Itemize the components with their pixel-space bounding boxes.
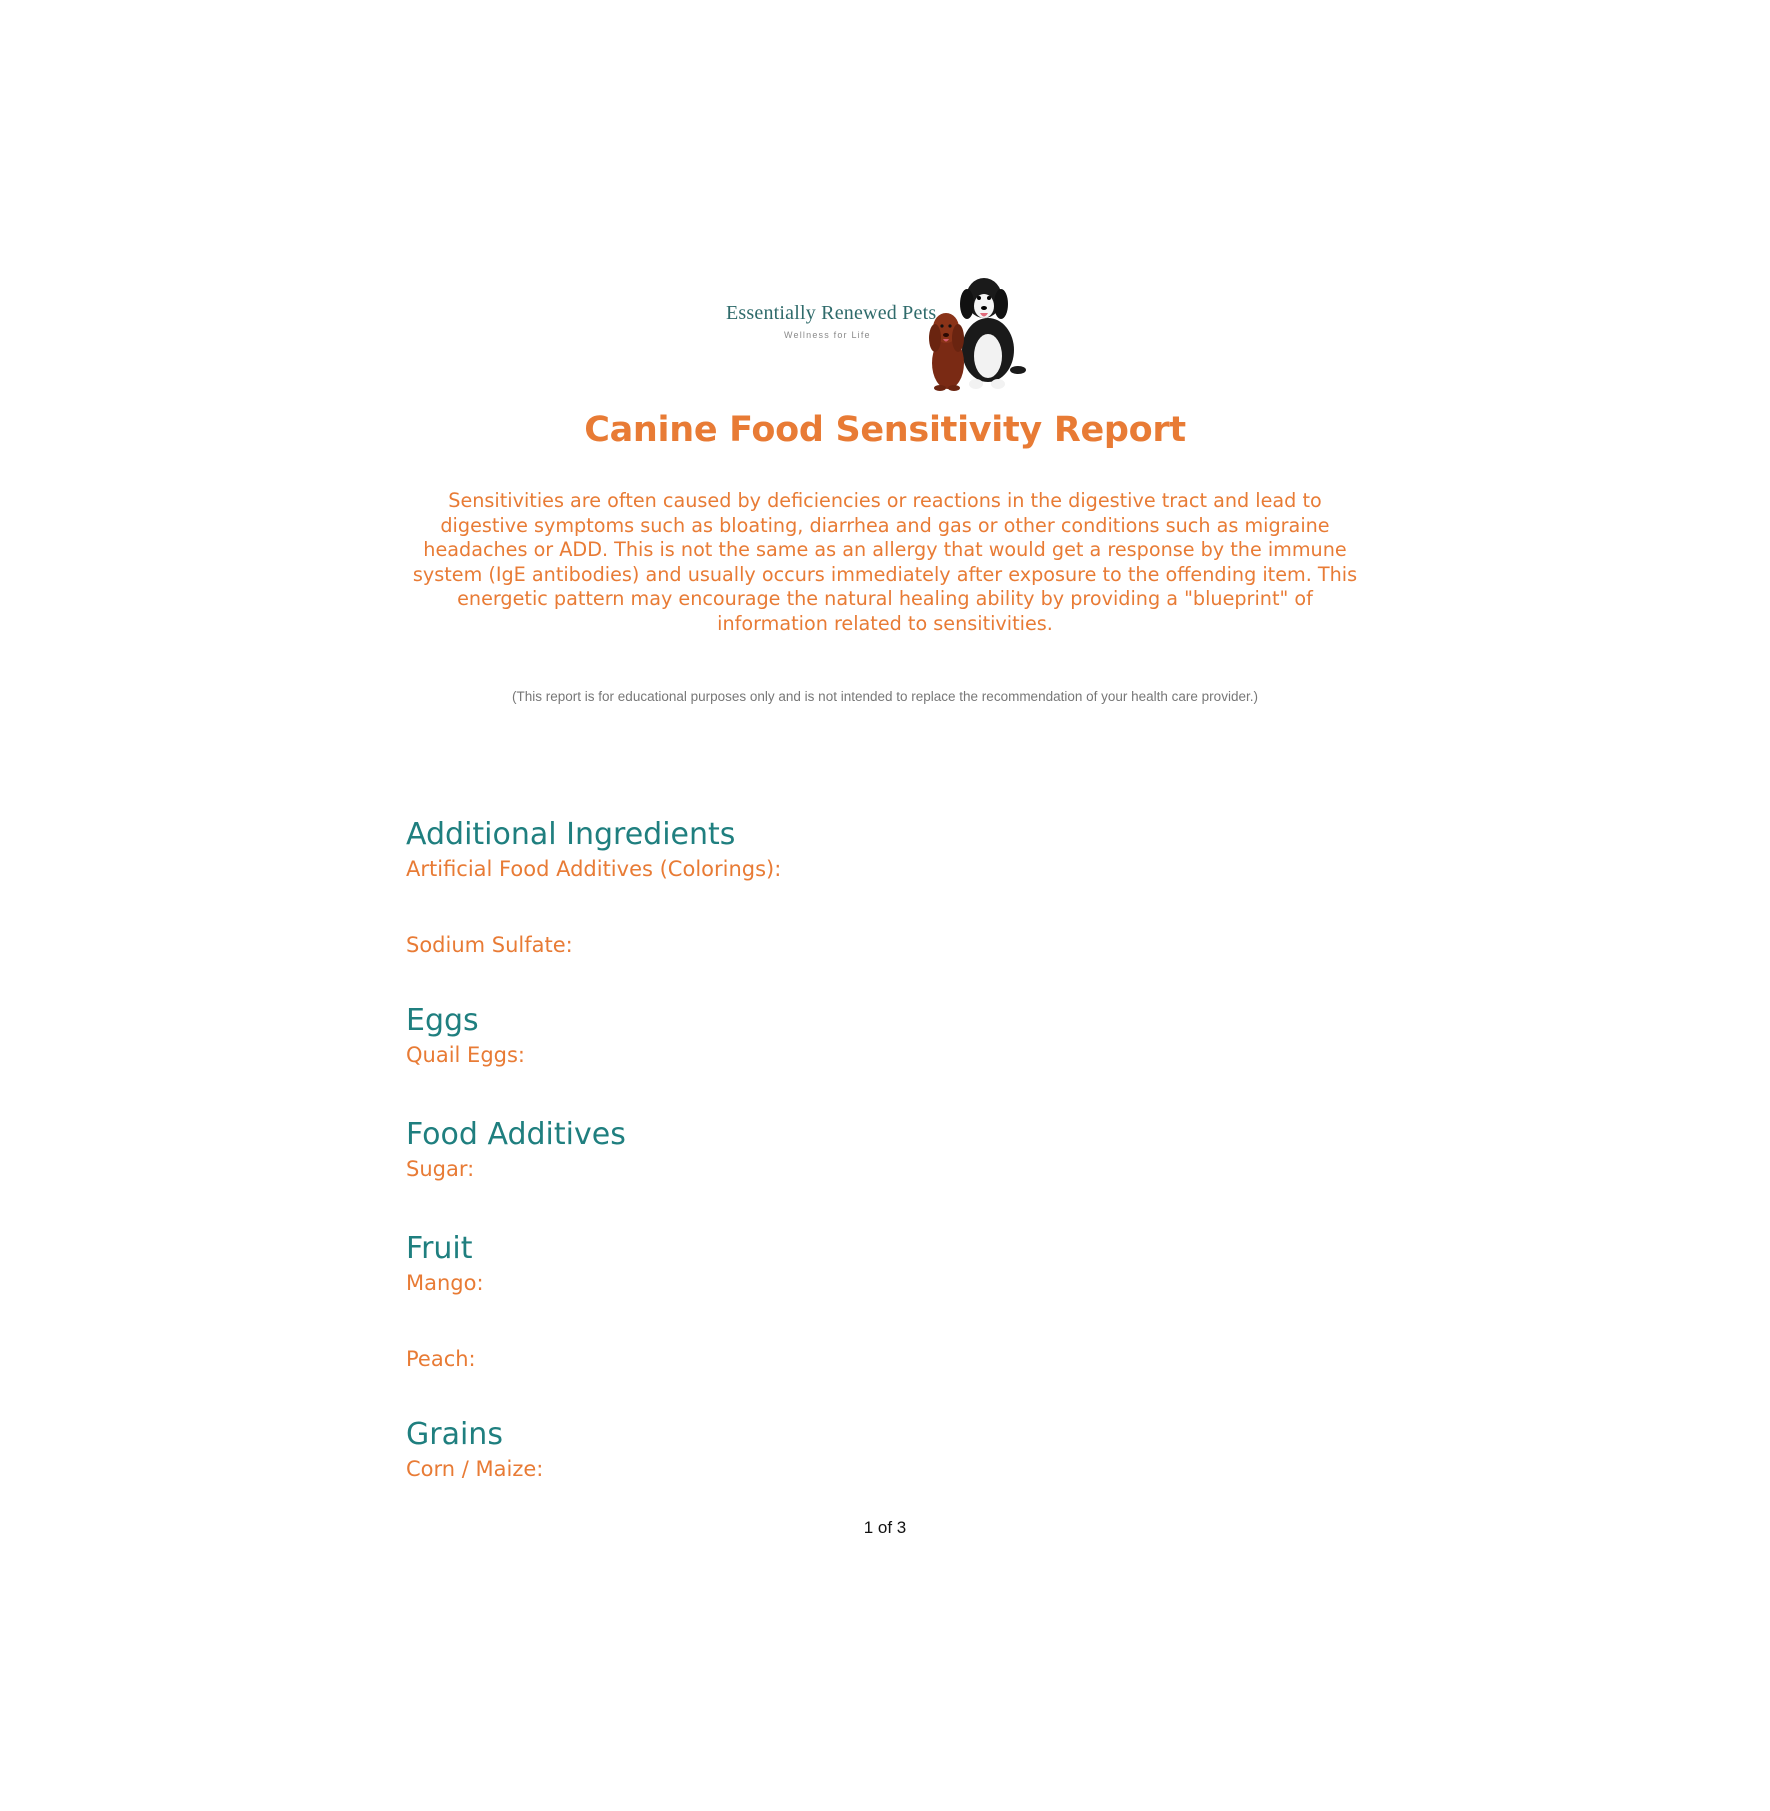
category-section	[406, 1116, 1406, 1184]
item-label: Quail Eggs:	[406, 1043, 525, 1067]
item-label: Corn / Maize:	[406, 1457, 544, 1481]
category-title: Eggs	[406, 1003, 479, 1038]
logo	[726, 268, 1046, 393]
item-label: Peach:	[406, 1347, 476, 1371]
report-disclaimer: (This report is for educational purposes only and is not intended to replace the recommendation of your health care provider.)	[512, 689, 1258, 704]
item-label: Artificial Food Additives (Colorings):	[406, 857, 782, 881]
item-label: Sodium Sulfate:	[406, 933, 573, 957]
category-title: Food Additives	[406, 1117, 626, 1152]
category-section	[406, 1230, 1406, 1374]
sensitivity-sections	[406, 816, 1406, 1484]
category-title: Fruit	[406, 1231, 473, 1266]
item-label: Sugar:	[406, 1157, 475, 1181]
category-section	[406, 816, 1406, 960]
logo-tagline: Wellness for Life	[784, 330, 871, 340]
item-label: Mango:	[406, 1271, 484, 1295]
page-number: 1 of 3	[863, 1518, 907, 1537]
category-section	[406, 1416, 1406, 1484]
dogs-illustration-icon	[916, 268, 1041, 393]
category-title: Grains	[406, 1417, 503, 1452]
category-section	[406, 1002, 1406, 1070]
report-title: Canine Food Sensitivity Report	[584, 410, 1186, 450]
category-title: Additional Ingredients	[406, 817, 736, 852]
report-intro: Sensitivities are often caused by deficiencies or reactions in the digestive tract and lead to digestive symptoms such as bloating, diarrhea and gas or other conditions such as migraine headaches or ADD. This is not the same as an allergy that would get a response by the immune system (IgE antibodies) and usually occurs immediately after exposure to the offending item. This energetic pattern may encourage the natural healing ability by providing a "blueprint" of information related to sensitivities.	[412, 489, 1358, 635]
logo-name: Essentially Renewed Pets	[726, 302, 937, 324]
